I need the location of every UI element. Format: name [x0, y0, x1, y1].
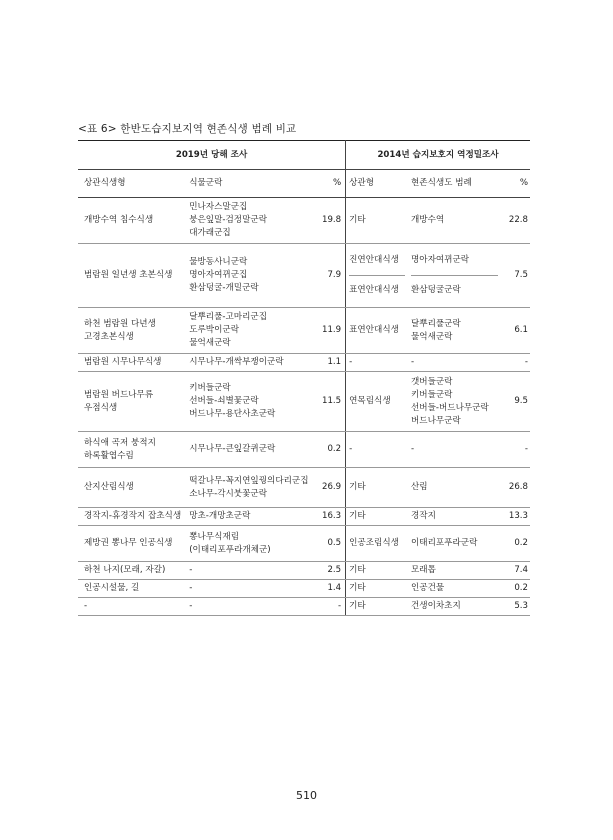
- pct-2014-cell: -: [501, 354, 530, 372]
- physiognomy-type-cell: [346, 354, 408, 372]
- group-header-row: [78, 141, 530, 170]
- vegetation-type-cell-line: 개방수역 침수식생: [84, 215, 154, 225]
- pct-2019-cell: 19.8: [315, 198, 345, 244]
- physiognomy-type-cell-line: 진연안대식생: [349, 246, 405, 276]
- vegetation-legend-table: [78, 140, 530, 616]
- plant-community-cell-line: 뽕나무식재림: [189, 531, 240, 542]
- pct-2014-cell: 22.8: [501, 198, 530, 244]
- vegetation-type-cell: [78, 198, 186, 244]
- group-header-2019: 2019년 당해 조사: [78, 141, 346, 170]
- vegetation-type-cell-line: 인공시설물, 길: [84, 583, 140, 593]
- physiognomy-type-cell: [346, 598, 408, 616]
- page-number: 510: [296, 789, 317, 802]
- vegetation-type-cell: [78, 598, 186, 616]
- physiognomy-type-cell: [346, 372, 408, 432]
- pct-2014-cell: 9.5: [501, 372, 530, 432]
- legend-name-cell: [408, 580, 501, 598]
- legend-name-cell-line: 명아자여뀌군락: [411, 246, 498, 276]
- legend-name-cell-line: 경작지: [410, 511, 436, 521]
- physiognomy-type-cell: [346, 432, 408, 468]
- legend-name-cell: [408, 432, 501, 468]
- vegetation-type-cell: [78, 244, 186, 308]
- plant-community-cell-line: 소나무-각시붓꽃군락: [189, 488, 268, 499]
- physiognomy-type-cell-line: 기타: [349, 215, 366, 225]
- table-row: [78, 468, 530, 508]
- plant-community-cell: [186, 468, 315, 508]
- legend-name-cell: [408, 526, 501, 562]
- legend-name-cell-line: 버드나무군락: [410, 415, 461, 426]
- physiognomy-type-cell: [346, 526, 408, 562]
- physiognomy-type-cell-line: -: [349, 357, 353, 367]
- physiognomy-type-cell: [346, 198, 408, 244]
- vegetation-type-cell: [78, 432, 186, 468]
- table-row: [78, 526, 530, 562]
- col-header-pct-2019: %: [315, 170, 345, 198]
- table-row: [78, 508, 530, 526]
- plant-community-cell: [186, 432, 315, 468]
- plant-community-cell-line: (이태리포푸라개체군): [189, 544, 271, 555]
- pct-2014-cell: 0.2: [501, 526, 530, 562]
- legend-name-cell-line: 이태리포푸라군락: [410, 538, 478, 548]
- plant-community-cell-line: -: [189, 565, 193, 575]
- legend-name-cell: [408, 598, 501, 616]
- physiognomy-type-cell: [346, 562, 408, 580]
- plant-community-cell: [186, 508, 315, 526]
- vegetation-type-cell-line: 우점식생: [84, 402, 118, 413]
- legend-name-cell-line: 키버들군락: [410, 389, 453, 400]
- vegetation-type-cell-line: 범람원 일년생 초본식생: [84, 270, 173, 280]
- legend-name-cell: [408, 244, 501, 308]
- legend-name-cell-line: 모래톱: [410, 565, 436, 575]
- col-header-community: 식물군락: [186, 170, 315, 198]
- pct-2019-cell: 16.3: [315, 508, 345, 526]
- pct-2014-cell: 5.3: [501, 598, 530, 616]
- pct-2019-cell: 0.2: [315, 432, 345, 468]
- plant-community-cell-line: 달뿌리풀-고마리군집: [189, 312, 268, 322]
- legend-name-cell-line: 인공건물: [410, 583, 445, 593]
- vegetation-type-cell-line: -: [84, 601, 88, 611]
- plant-community-cell: [186, 580, 315, 598]
- plant-community-cell-line: 물억새군락: [189, 338, 231, 348]
- pct-2019-cell: 0.5: [315, 526, 345, 562]
- plant-community-cell-line: 명아자여뀌군집: [189, 270, 248, 280]
- pct-2019-cell: 1.1: [315, 354, 345, 372]
- physiognomy-type-cell-line: 표연안대식생: [349, 325, 399, 335]
- table-row: [78, 580, 530, 598]
- physiognomy-type-cell-line: 연목림식생: [349, 396, 391, 406]
- legend-name-cell: [408, 508, 501, 526]
- legend-name-cell-line: 물억새군락: [410, 331, 453, 342]
- plant-community-cell-line: 도루박이군락: [189, 325, 240, 335]
- plant-community-cell-line: 키버들군락: [189, 383, 231, 393]
- plant-community-cell-line: 버드나무-용단사초군락: [189, 409, 276, 419]
- physiognomy-type-cell: [346, 468, 408, 508]
- table-row: [78, 432, 530, 468]
- vegetation-type-cell: [78, 308, 186, 354]
- legend-name-cell-line: -: [410, 357, 415, 367]
- legend-name-cell: [408, 354, 501, 372]
- legend-name-cell: [408, 198, 501, 244]
- legend-name-cell-line: -: [410, 444, 415, 454]
- plant-community-cell: [186, 308, 315, 354]
- pct-2014-cell: 7.5: [501, 244, 530, 308]
- legend-name-cell-line: 산림: [410, 482, 428, 492]
- pct-2019-cell: 7.9: [315, 244, 345, 308]
- vegetation-type-cell-line: 범람원 버드나무류: [84, 389, 154, 400]
- table-row: [78, 372, 530, 432]
- legend-name-cell: [408, 308, 501, 354]
- physiognomy-type-cell-line: 기타: [349, 583, 366, 593]
- pct-2019-cell: 1.4: [315, 580, 345, 598]
- physiognomy-type-cell-line: 기타: [349, 601, 366, 611]
- plant-community-cell-line: 떡갈나무-꼭지연잎꿩의다리군집: [189, 475, 309, 486]
- plant-community-cell-line: 민나자스말군집: [189, 202, 248, 212]
- plant-community-cell: [186, 598, 315, 616]
- physiognomy-type-cell-line: 인공조림식생: [349, 538, 399, 548]
- col-header-legend: 현존식생도 범례: [408, 170, 501, 198]
- pct-2019-cell: 26.9: [315, 468, 345, 508]
- pct-2014-cell: 26.8: [501, 468, 530, 508]
- table-row: [78, 354, 530, 372]
- legend-name-cell-line: 달뿌리풀군락: [410, 318, 461, 329]
- table-row: [78, 562, 530, 580]
- legend-name-cell: [408, 468, 501, 508]
- group-header-2014: 2014년 습지보호지 역정밀조사: [346, 141, 530, 170]
- pct-2014-cell: 13.3: [501, 508, 530, 526]
- col-header-type: 상관식생형: [78, 170, 186, 198]
- vegetation-type-cell: [78, 580, 186, 598]
- col-header-pct-2014: %: [501, 170, 530, 198]
- physiognomy-type-cell-line: 기타: [349, 511, 366, 521]
- legend-name-cell-line: 환삼덩굴군락: [410, 285, 461, 295]
- physiognomy-type-cell: [346, 508, 408, 526]
- table-row: [78, 244, 530, 308]
- vegetation-type-cell: [78, 354, 186, 372]
- plant-community-cell: [186, 354, 315, 372]
- vegetation-type-cell-line: 고경초본식생: [84, 331, 134, 342]
- vegetation-type-cell-line: 하천 범람원 다년생: [84, 318, 156, 329]
- table-row: [78, 598, 530, 616]
- pct-2019-cell: 11.9: [315, 308, 345, 354]
- vegetation-type-cell: [78, 468, 186, 508]
- plant-community-cell: [186, 244, 315, 308]
- pct-2014-cell: 6.1: [501, 308, 530, 354]
- plant-community-cell-line: 물방동사니군락: [189, 257, 248, 267]
- plant-community-cell-line: 대가래군집: [189, 228, 231, 238]
- physiognomy-type-cell-line: 기타: [349, 482, 366, 492]
- physiognomy-type-cell: [346, 244, 408, 308]
- vegetation-type-cell-line: 산지산림식생: [84, 482, 134, 492]
- plant-community-cell: [186, 372, 315, 432]
- physiognomy-type-cell: [346, 308, 408, 354]
- vegetation-type-cell: [78, 372, 186, 432]
- plant-community-cell-line: 시무나무-큰잎갈퀴군락: [189, 444, 276, 454]
- legend-name-cell: [408, 562, 501, 580]
- plant-community-cell-line: 시무나무-개싹부쟁이군락: [189, 357, 284, 367]
- plant-community-cell: [186, 562, 315, 580]
- vegetation-type-cell: [78, 526, 186, 562]
- vegetation-type-cell-line: 경작지-휴경작지 잡초식생: [84, 511, 182, 521]
- physiognomy-type-cell: [346, 580, 408, 598]
- physiognomy-type-cell-line: 표연안대식생: [349, 285, 399, 295]
- plant-community-cell-line: 선버들-쇠별꽃군락: [189, 396, 259, 406]
- table-caption: <표 6> 한반도습지보지역 현존식생 범례 비교: [78, 123, 297, 135]
- vegetation-type-cell-line: 제방권 뽕나무 인공식생: [84, 538, 173, 548]
- plant-community-cell-line: 환삼덩굴-개밀군락: [189, 283, 259, 293]
- plant-community-cell: [186, 526, 315, 562]
- pct-2014-cell: 7.4: [501, 562, 530, 580]
- physiognomy-type-cell-line: -: [349, 444, 353, 454]
- plant-community-cell-line: 붕은잎말-검정말군락: [189, 215, 268, 225]
- vegetation-type-cell-line: 하천 나지(모래, 자갈): [84, 565, 166, 575]
- pct-2019-cell: -: [315, 598, 345, 616]
- pct-2019-cell: 2.5: [315, 562, 345, 580]
- pct-2019-cell: 11.5: [315, 372, 345, 432]
- table-row: [78, 308, 530, 354]
- plant-community-cell: [186, 198, 315, 244]
- legend-name-cell-line: 개방수역: [410, 215, 445, 225]
- pct-2014-cell: -: [501, 432, 530, 468]
- legend-name-cell-line: 갯버들군락: [410, 376, 453, 387]
- physiognomy-type-cell-line: 기타: [349, 565, 366, 575]
- vegetation-type-cell-line: 하록활엽수림: [84, 450, 134, 461]
- vegetation-type-cell: [78, 562, 186, 580]
- vegetation-type-cell-line: 하식애 곡저 붕적지: [84, 437, 156, 448]
- plant-community-cell-line: -: [189, 583, 193, 593]
- legend-name-cell-line: 건생이차초지: [410, 601, 461, 611]
- legend-name-cell: [408, 372, 501, 432]
- plant-community-cell-line: -: [189, 601, 193, 611]
- pct-2014-cell: 0.2: [501, 580, 530, 598]
- table-row: [78, 198, 530, 244]
- plant-community-cell-line: 망초-개망초군락: [189, 511, 251, 521]
- column-header-row: [78, 170, 530, 198]
- col-header-ctype: 상관형: [346, 170, 408, 198]
- vegetation-type-cell-line: 범람원 시무나무식생: [84, 357, 162, 367]
- vegetation-type-cell: [78, 508, 186, 526]
- legend-name-cell-line: 선버들-버드나무군락: [410, 402, 489, 413]
